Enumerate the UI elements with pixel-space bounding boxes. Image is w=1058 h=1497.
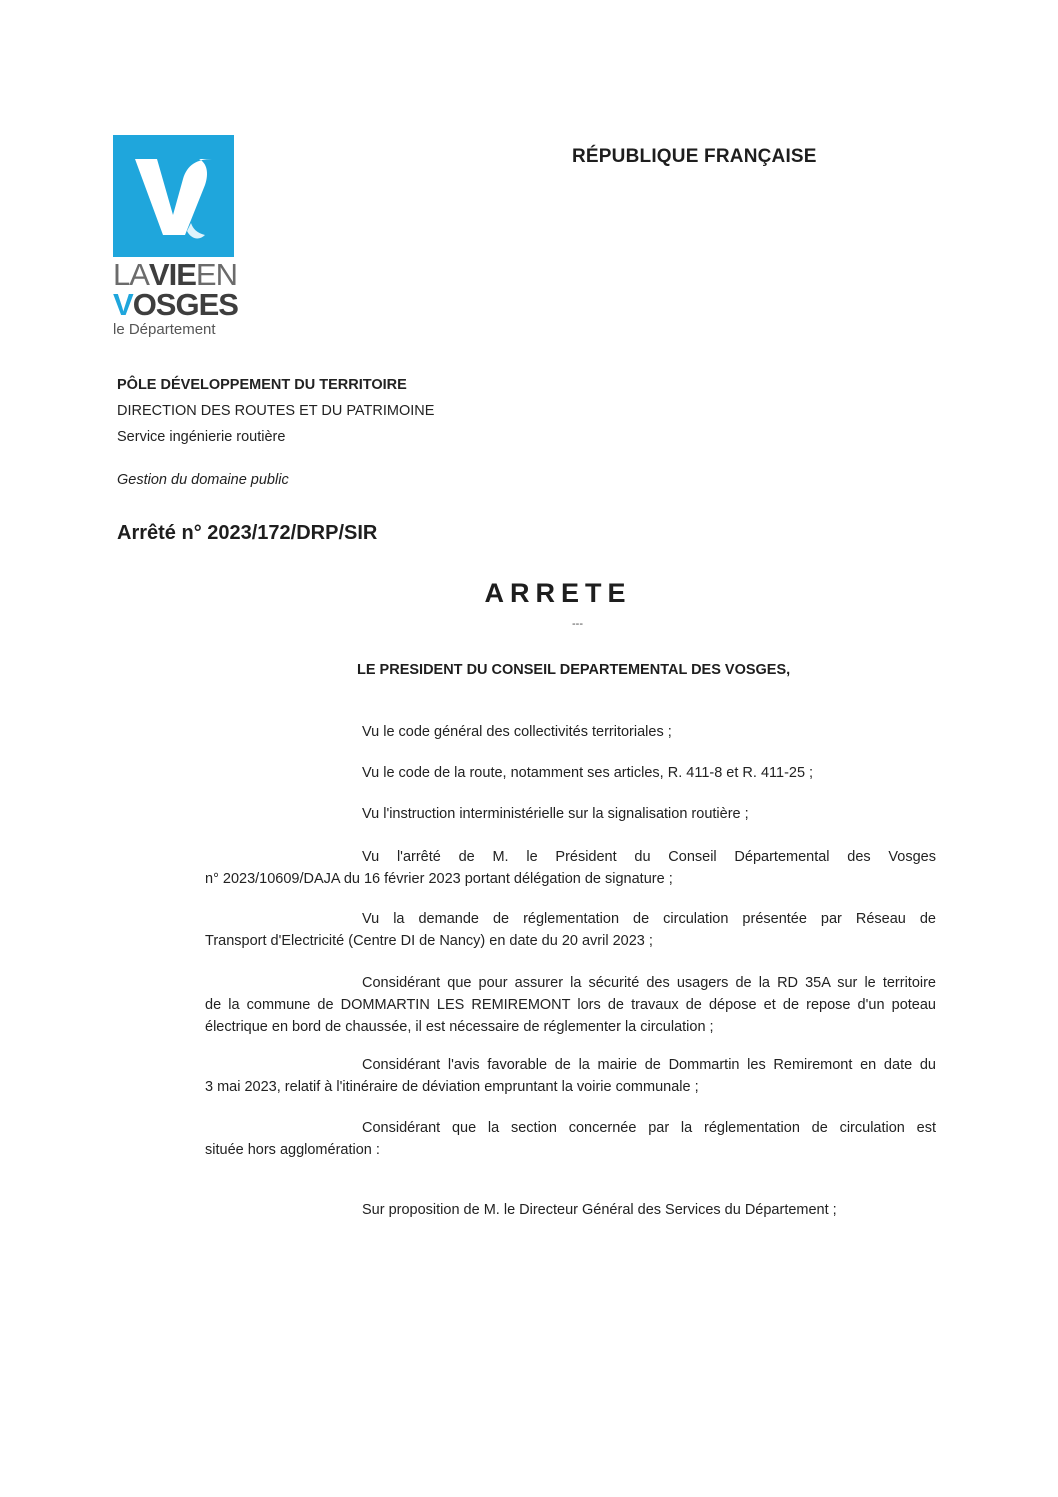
logo-en: EN [195, 257, 237, 292]
pole-label: PÔLE DÉVELOPPEMENT DU TERRITOIRE [117, 377, 407, 393]
proposition: Sur proposition de M. le Directeur Général des Services du Département ; [362, 1202, 837, 1218]
visa-delegation-line2: n° 2023/10609/DAJA du 16 février 2023 portant délégation de signature ; [205, 871, 673, 887]
considerant-section-line1: Considérant que la section concernée par la réglementation de circulation est [362, 1120, 936, 1136]
logo-text-vosges [113, 289, 238, 321]
visa-code-route: Vu le code de la route, notamment ses articles, R. 411-8 et R. 411-25 ; [362, 765, 814, 781]
logo-text-departement: le Département [113, 321, 216, 338]
logo-la: LA [113, 257, 149, 292]
considerant-securite-line1: Considérant que pour assurer la sécurité des usagers de la RD 35A sur le territoire [362, 975, 936, 991]
considerant-securite-line2: de la commune de DOMMARTIN LES REMIREMONT lors de travaux de dépose et de repose d'un poteau [205, 997, 936, 1013]
considerant-avis [205, 1054, 936, 1098]
title-separator: --- [572, 618, 583, 630]
visa-demande-line1: Vu la demande de réglementation de circulation présentée par Réseau de [362, 911, 936, 927]
president-heading: LE PRESIDENT DU CONSEIL DEPARTEMENTAL DES VOSGES, [357, 662, 791, 678]
considerant-securite [205, 972, 936, 1038]
logo-vie: VIE [148, 257, 196, 292]
considerant-avis-line2: 3 mai 2023, relatif à l'itinéraire de déviation empruntant la voirie communale ; [205, 1079, 699, 1095]
visa-delegation [205, 846, 936, 890]
service-label: Service ingénierie routière [117, 429, 286, 445]
arrete-number: Arrêté n° 2023/172/DRP/SIR [117, 522, 378, 544]
direction-label: DIRECTION DES ROUTES ET DU PATRIMOINE [117, 403, 435, 419]
logo-vosges-rest: OSGES [132, 287, 238, 322]
considerant-securite-line3: électrique en bord de chaussée, il est nécessaire de réglementer la circulation ; [205, 1019, 714, 1035]
visa-instruction: Vu l'instruction interministérielle sur la signalisation routière ; [362, 806, 749, 822]
considerant-avis-line1: Considérant l'avis favorable de la mairie de Dommartin les Remiremont en date du [362, 1057, 936, 1073]
logo-vosges-v: V [113, 287, 133, 322]
considerant-section [205, 1117, 936, 1161]
visa-cgct: Vu le code général des collectivités territoriales ; [362, 724, 672, 740]
considerant-section-line2: située hors agglomération : [205, 1142, 380, 1158]
arrete-title: ARRETE [484, 578, 632, 608]
service-block [117, 372, 434, 450]
logo-v-mark [113, 135, 234, 257]
gestion-label: Gestion du domaine public [117, 472, 289, 488]
visa-delegation-line1: Vu l'arrêté de M. le Président du Conseil Départemental des Vosges [362, 849, 936, 865]
department-logo [113, 135, 243, 345]
republique-francaise-heading: RÉPUBLIQUE FRANÇAISE [572, 146, 817, 167]
visa-demande [205, 908, 936, 952]
visa-demande-line2: Transport d'Electricité (Centre DI de Nancy) en date du 20 avril 2023 ; [205, 933, 653, 949]
